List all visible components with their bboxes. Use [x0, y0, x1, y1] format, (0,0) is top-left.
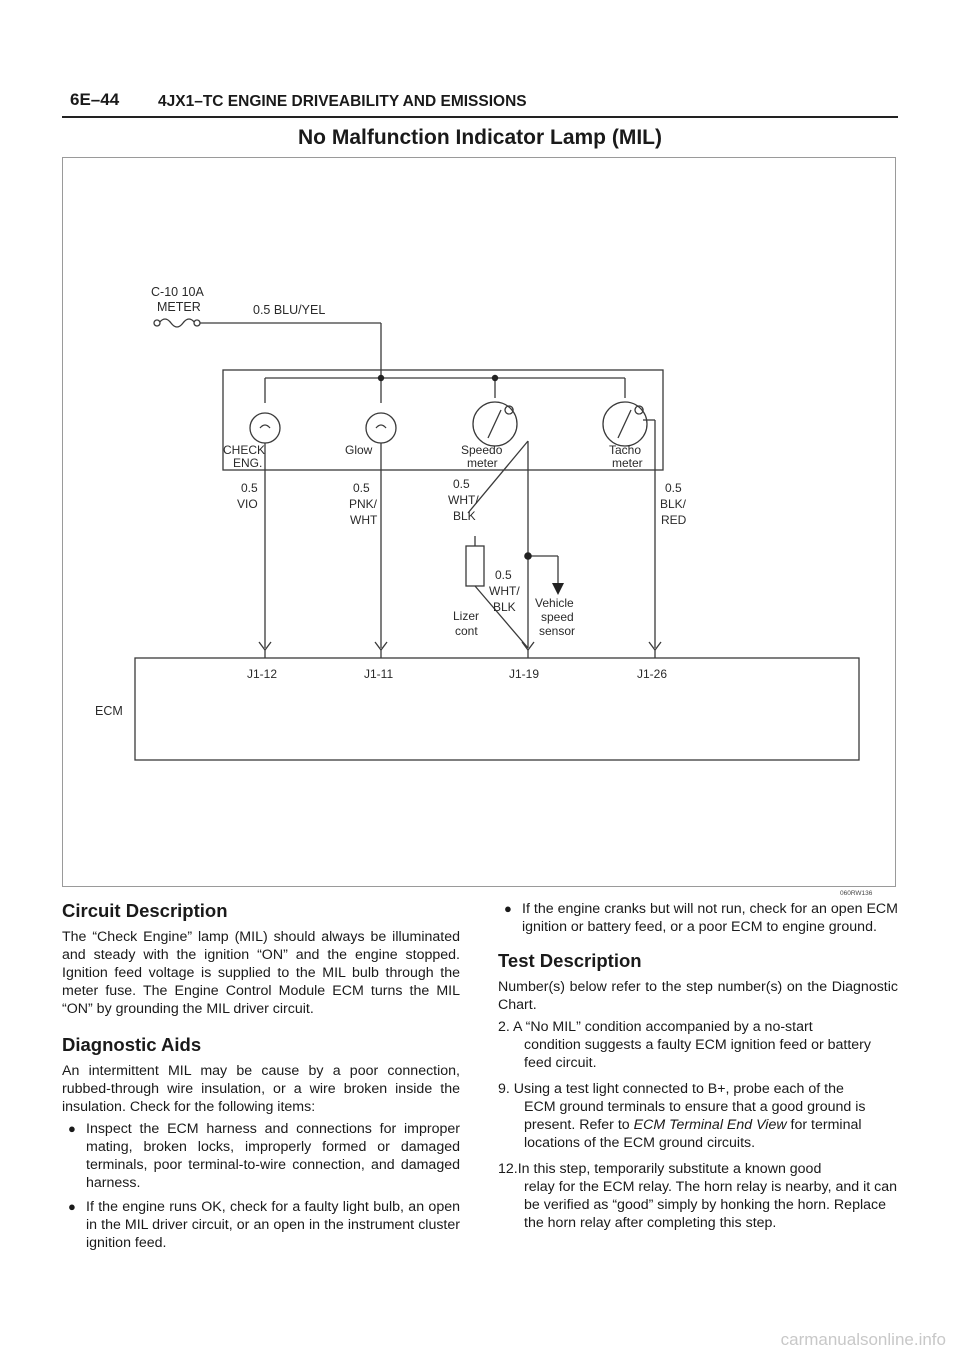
wire-blk-color: BLK/	[660, 497, 687, 511]
speedo-label: Speedo	[461, 443, 503, 457]
diagnostic-aids-heading: Diagnostic Aids	[62, 1034, 202, 1055]
wire-blk-size: 0.5	[665, 481, 682, 495]
terminal-label: J1-26	[637, 667, 668, 681]
test-description-heading: Test Description	[498, 950, 642, 971]
header-rule	[62, 116, 898, 118]
diagnostic-aids-intro: An intermittent MIL may be cause by a poor connection, rubbed-through wire insulation, or a wire broken inside the insulation. Check for the following items:	[62, 1063, 460, 1115]
tacho-label: Tacho	[609, 443, 642, 457]
terminal-label: J1-11	[364, 667, 394, 681]
fuse-circuit-label: METER	[157, 300, 201, 314]
instrument-cluster-box	[223, 370, 663, 470]
vss-label: Vehicle	[535, 596, 574, 610]
wire-wht-color: WHT/	[448, 493, 479, 507]
wire-blk-color-2: RED	[661, 513, 687, 527]
wire-wht-size: 0.5	[453, 477, 470, 491]
step-item: 12.In this step, temporarily substitute a known good relay for the ECM relay. The horn relay is nearby, and it can be verified as “good” simply by honking the horn. Replace the horn relay after completing this step.	[498, 1161, 897, 1231]
list-item: ● If the engine cranks but will not run, check for an open ECM ignition or battery feed, or a poor ECM to engine ground.	[504, 901, 898, 935]
circuit-description-body: The “Check Engine” lamp (MIL) should always be illuminated and steady with the ignition “ON” and the engine stopped. Ignition feed voltage is supplied to the MIL bulb through the meter fuse. The Engine Control Module ECM turns the MIL “ON” by grounding the MIL driver circuit.	[62, 929, 460, 1017]
page-number: 6E–44	[70, 90, 120, 109]
bullet-icon: ●	[68, 1199, 76, 1214]
fuse-symbol	[159, 319, 195, 327]
wire-wht2-color-2: BLK	[493, 600, 516, 614]
vss-label-2: speed	[541, 610, 574, 624]
vss-label-3: sensor	[539, 624, 576, 638]
step-item: 9. Using a test light connected to B+, probe each of the ECM ground terminals to ensure that a good ground is present. Refer to ECM Terminal End View for terminal locations of the ECM ground circuits.	[498, 1081, 866, 1151]
wiring-diagram	[63, 158, 895, 886]
check-engine-label-2: ENG.	[233, 456, 263, 470]
step-item: 2. A “No MIL” condition accompanied by a no-start condition suggests a faulty ECM ignition feed or battery feed circuit.	[498, 1019, 871, 1071]
list-item: ● If the engine runs OK, check for a faulty light bulb, an open in the MIL driver circuit, or an open in the instrument cluster ignition feed.	[68, 1199, 460, 1251]
glow-label: Glow	[345, 443, 373, 457]
ecm-box	[135, 658, 859, 760]
circuit-description-heading: Circuit Description	[62, 900, 228, 921]
watermark: carmanualsonline.info	[780, 1330, 946, 1349]
lizer-label: Lizer	[453, 609, 480, 623]
wire-label-blu-yel: 0.5 BLU/YEL	[253, 303, 326, 317]
bullet-icon: ●	[504, 901, 512, 916]
wire-pnk-size: 0.5	[353, 481, 370, 495]
check-engine-label: CHECK	[223, 443, 266, 457]
wire-pnk-color: PNK/	[349, 497, 378, 511]
wire-wht2-color: WHT/	[489, 584, 520, 598]
tacho-label-2: meter	[612, 456, 643, 470]
figure-code: 060RW136	[840, 890, 873, 897]
glow-bulb-icon	[366, 413, 396, 443]
bullet-icon: ●	[68, 1121, 76, 1136]
list-item: ● Inspect the ECM harness and connections for improper mating, broken locks, improperly formed or damaged terminals, poor terminal-to-wire connection, and damaged harness.	[68, 1121, 460, 1191]
speedo-label-2: meter	[467, 456, 498, 470]
vss-arrow-icon	[552, 583, 564, 595]
test-description-intro: Number(s) below refer to the step number(s) on the Diagnostic Chart.	[498, 979, 898, 1013]
immobilizer-controller	[466, 546, 484, 586]
terminal-label: J1-12	[247, 667, 278, 681]
ecm-label: ECM	[95, 704, 123, 718]
terminal-label: J1-19	[509, 667, 540, 681]
lizer-label-2: cont	[455, 624, 478, 638]
cross-reference-link: ECM Terminal End View	[633, 1117, 787, 1133]
fuse-label: C-10 10A	[151, 285, 204, 299]
running-title: 4JX1–TC ENGINE DRIVEABILITY AND EMISSIONS	[158, 93, 527, 110]
wire-wht-color-2: BLK	[453, 509, 476, 523]
left-column	[62, 900, 460, 1258]
wire-vio-color: VIO	[237, 497, 258, 511]
right-column	[498, 900, 898, 1240]
wiring-diagram-frame	[62, 157, 896, 887]
page-title: No Malfunction Indicator Lamp (MIL)	[298, 126, 662, 149]
wire-wht2-size: 0.5	[495, 568, 512, 582]
wire-pnk-color-2: WHT	[350, 513, 378, 527]
check-engine-bulb-icon	[250, 413, 280, 443]
wire-vio-size: 0.5	[241, 481, 258, 495]
